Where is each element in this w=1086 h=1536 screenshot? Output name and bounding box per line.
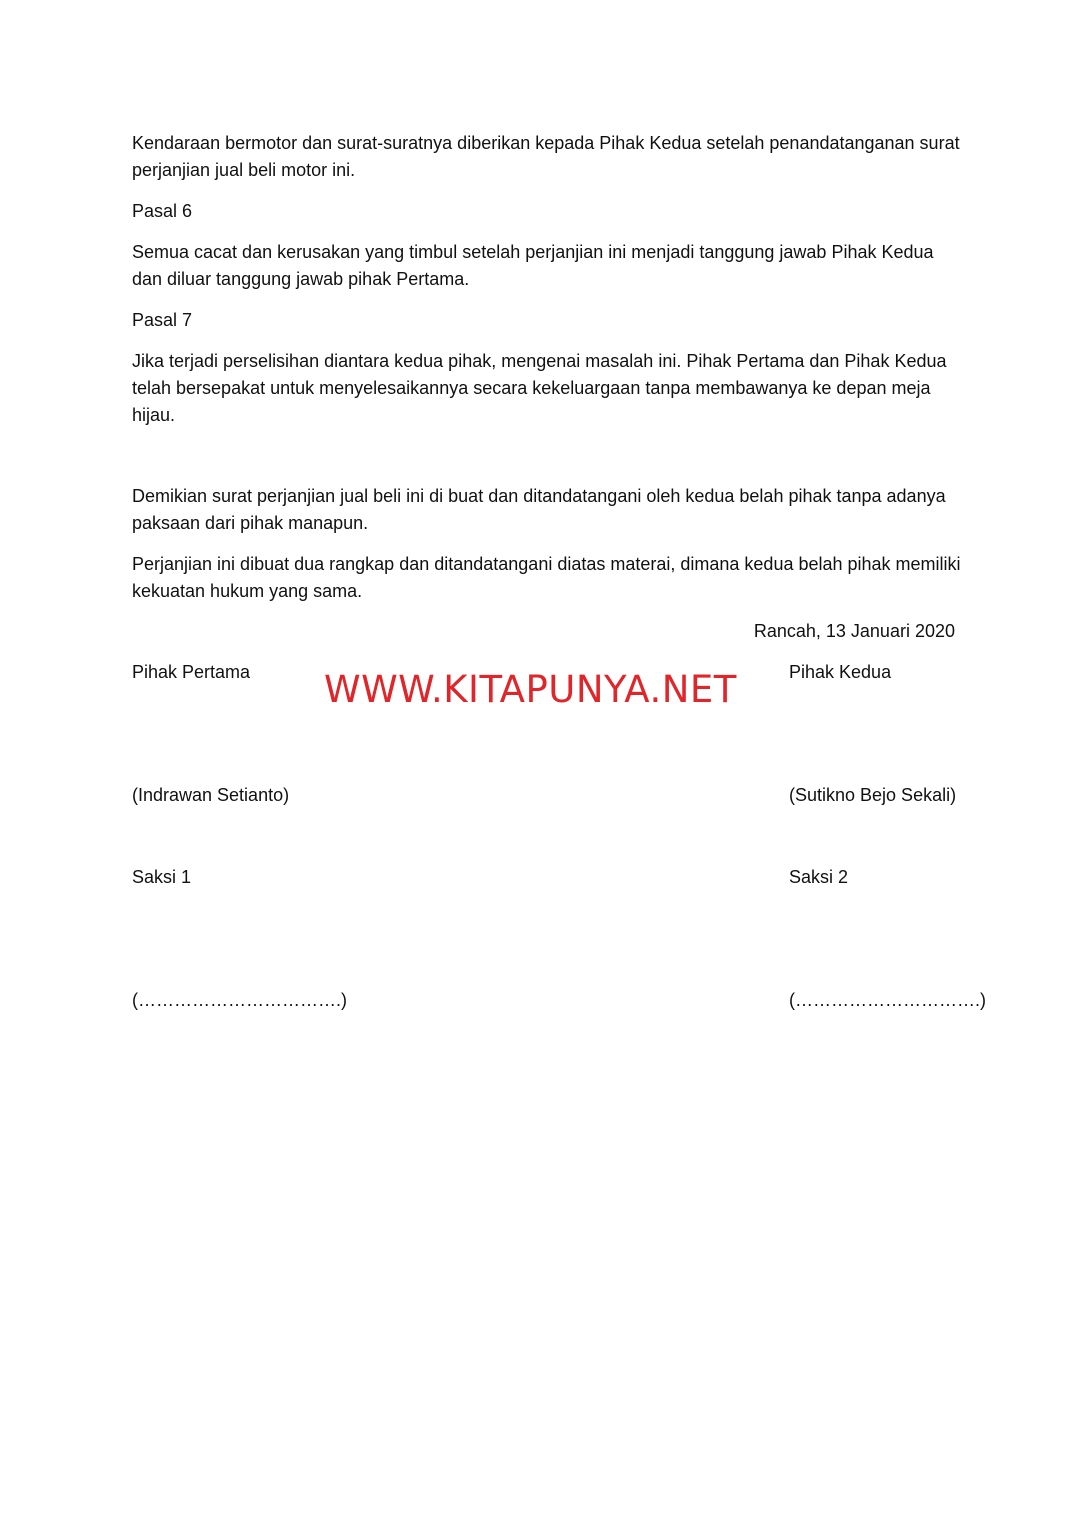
heading-pasal-7: Pasal 7 xyxy=(132,310,193,330)
paragraph-closing-statement: Demikian surat perjanjian jual beli ini di buat dan ditandatangani oleh kedua belah pihak tanpa adanya paksaan dari pihak manapun. xyxy=(132,486,946,533)
witness1-signature-blank: (…………………………….) xyxy=(132,990,347,1010)
witness2-signature-blank: (………………………….) xyxy=(789,990,986,1010)
party2-name: (Sutikno Bejo Sekali) xyxy=(789,785,957,805)
party2-label: Pihak Kedua xyxy=(789,662,892,682)
party1-label: Pihak Pertama xyxy=(132,662,251,682)
paragraph-vehicle-handover: Kendaraan bermotor dan surat-suratnya diberikan kepada Pihak Kedua setelah penandatanganan surat perjanjian jual beli motor ini. xyxy=(132,133,960,180)
paragraph-duplicate-copies: Perjanjian ini dibuat dua rangkap dan ditandatangani diatas materai, dimana kedua belah pihak memiliki kekuatan hukum yang sama. xyxy=(132,554,961,601)
paragraph-defects-responsibility: Semua cacat dan kerusakan yang timbul setelah perjanjian ini menjadi tanggung jawab Pihak Kedua dan diluar tanggung jawab pihak Pertama. xyxy=(132,242,934,289)
date-place: Rancah, 13 Januari 2020 xyxy=(753,621,955,641)
party1-name: (Indrawan Setianto) xyxy=(132,785,290,805)
witness1-label: Saksi 1 xyxy=(132,867,192,887)
heading-pasal-6: Pasal 6 xyxy=(132,201,193,221)
paragraph-dispute-resolution: Jika terjadi perselisihan diantara kedua pihak, mengenai masalah ini. Pihak Pertama dan Pihak Kedua telah bersepakat untuk menyelesaikannya secara kekeluargaan tanpa membawanya ke depan meja hijau. xyxy=(132,351,947,425)
witness2-label: Saksi 2 xyxy=(789,867,849,887)
watermark: WWW.KITAPUNYA.NET xyxy=(324,668,737,711)
